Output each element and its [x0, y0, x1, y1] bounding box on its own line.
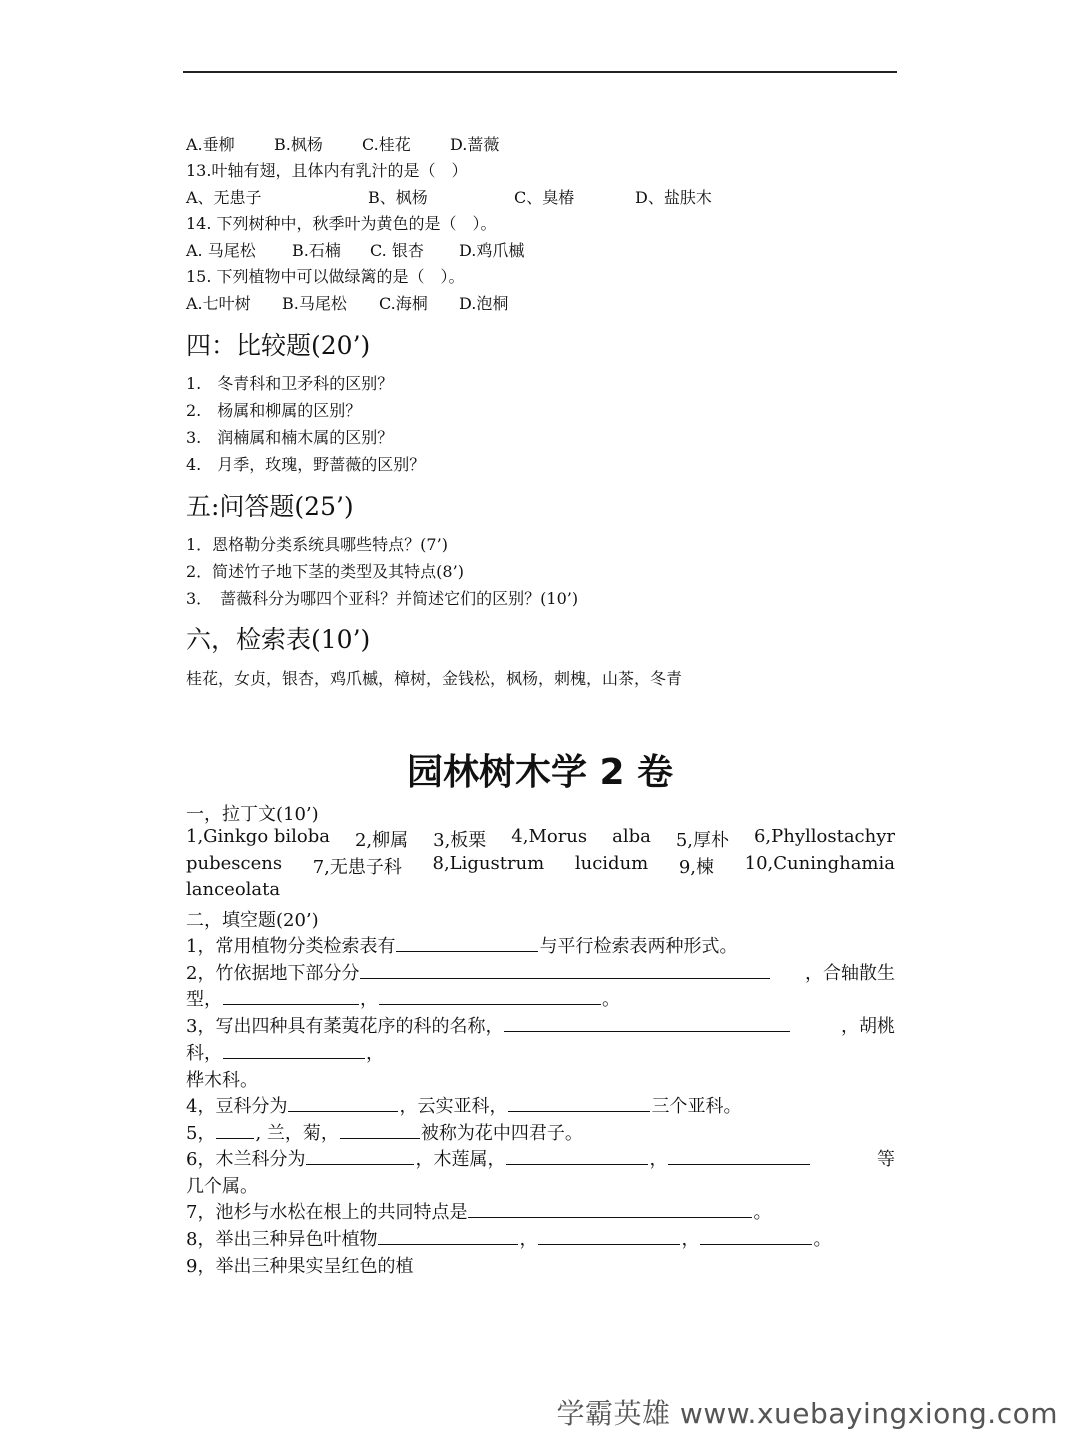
watermark: 学霸英雄 www.xuebayingxiong.com [556, 1397, 1058, 1430]
fill-q2 [186, 959, 895, 985]
fill-q6 [186, 1145, 895, 1171]
latin-item: alba [612, 826, 651, 847]
q12-options [186, 132, 499, 155]
latin-item: 10,Cuninghamia [744, 853, 895, 874]
fill-q3-text: ，胡桃 [841, 1016, 895, 1037]
latin-item: 8,Ligustrum [432, 853, 545, 874]
section5-heading: 五:问答题(25’) [186, 492, 354, 521]
fill-q3-end: 桦木科。 [186, 1070, 258, 1091]
latin-item: lucidum [574, 853, 649, 874]
fill-q7-text: 。 [753, 1202, 772, 1223]
fill-q6-text: 6，木兰科分为 [186, 1149, 306, 1170]
q13-option-a: A、无患子 [186, 188, 262, 207]
paper2-title: 园林树木学 2 卷 [406, 752, 674, 793]
answer-blank[interactable] [288, 1093, 398, 1112]
latin-row-3: lanceolata [186, 879, 281, 900]
fill-heading: 二，填空题(20’) [186, 910, 319, 931]
answer-blank[interactable] [504, 1013, 790, 1032]
latin-item: 9,楝 [678, 857, 715, 878]
q15-option-c: C.海桐 [379, 294, 428, 313]
latin-item: 3,板栗 [433, 830, 487, 851]
fill-q3-cont [186, 1039, 384, 1065]
q12-option-b: B.枫杨 [274, 135, 323, 154]
answer-blank[interactable] [668, 1146, 810, 1165]
answer-blank[interactable] [700, 1226, 812, 1245]
answer-blank[interactable] [360, 960, 770, 979]
fill-q3 [186, 1012, 895, 1038]
answer-blank[interactable] [306, 1146, 414, 1165]
fill-q4-text: ，云实亚科， [399, 1096, 508, 1117]
q14-option-d: D.鸡爪槭 [459, 241, 525, 260]
q14-option-b: B.石楠 [292, 241, 341, 260]
answer-blank[interactable] [508, 1093, 650, 1112]
latin-item: 4,Morus [511, 826, 588, 847]
q13-option-c: C、臭椿 [514, 188, 575, 207]
q12-option-a: A.垂柳 [186, 135, 235, 154]
answer-blank[interactable] [379, 986, 601, 1005]
fill-q8 [186, 1225, 831, 1251]
fill-q8-text: 。 [813, 1229, 832, 1250]
fill-q8-text: 8，举出三种异色叶植物 [186, 1229, 378, 1250]
section5-item: 2．简述竹子地下茎的类型及其特点(8’) [186, 562, 464, 581]
q13-text: 13.叶轴有翅，且体内有乳汁的是（ ） [186, 161, 468, 180]
latin-row-1 [186, 826, 895, 852]
q13-option-d: D、盐肤木 [635, 188, 712, 207]
answer-blank[interactable] [340, 1120, 420, 1139]
q15-option-d: D.泡桐 [459, 294, 509, 313]
answer-blank[interactable] [216, 1120, 254, 1139]
fill-q7 [186, 1198, 771, 1224]
section5-item: 1．恩格勒分类系统具哪些特点？(7’) [186, 535, 448, 554]
section5-item: 3． 蔷薇科分为哪四个亚科？并简述它们的区别？(10’) [186, 589, 579, 608]
fill-q2-text: 2，竹依据地下部分分 [186, 963, 360, 984]
fill-q4 [186, 1092, 741, 1118]
q14-option-c: C. 银杏 [370, 241, 424, 260]
fill-q1 [186, 932, 737, 958]
q15-options [186, 291, 508, 314]
fill-q5-text: 被称为花中四君子。 [420, 1123, 583, 1144]
fill-q9: 9，举出三种果实呈红色的植 [186, 1256, 414, 1277]
fill-q8-text: ， [519, 1229, 538, 1250]
answer-blank[interactable] [396, 933, 538, 952]
fill-q2-cont [186, 985, 620, 1011]
fill-q1-text: 与平行检索表两种形式。 [539, 936, 738, 957]
top-rule [183, 71, 897, 73]
q12-option-d: D.蔷薇 [450, 135, 500, 154]
fill-q6-text: ，木莲属， [415, 1149, 506, 1170]
fill-q4-text: 三个亚科。 [651, 1096, 742, 1117]
answer-blank[interactable] [538, 1226, 680, 1245]
q12-option-c: C.桂花 [362, 135, 411, 154]
latin-item: pubescens [186, 853, 283, 874]
section6-heading: 六，检索表(10’) [186, 625, 371, 654]
latin-item: 1,Ginkgo biloba [186, 826, 331, 847]
fill-q5-text: 5， [186, 1123, 216, 1144]
section4-heading: 四：比较题(20’) [186, 331, 371, 360]
q14-option-a: A. 马尾松 [186, 241, 256, 260]
section4-item: 4. 月季，玫瑰，野蔷薇的区别？ [186, 455, 426, 474]
latin-row-2 [186, 853, 895, 879]
q13-option-b: B、枫杨 [368, 188, 428, 207]
latin-item: 7,无患子科 [312, 857, 402, 878]
latin-item: 6,Phyllostachyr [753, 826, 895, 847]
q14-options [186, 238, 524, 261]
section4-item: 3. 润楠属和楠木属的区别？ [186, 428, 394, 447]
latin-item: 2,柳属 [354, 830, 409, 851]
fill-q6-end: 几个属。 [186, 1176, 258, 1197]
latin-heading: 一，拉丁文(10’) [186, 804, 319, 825]
latin-item: 5,厚朴 [675, 830, 729, 851]
answer-blank[interactable] [223, 1040, 365, 1059]
fill-q5 [186, 1119, 583, 1145]
fill-q6-text: 等 [877, 1149, 895, 1170]
fill-q2-text: 。 [602, 989, 620, 1010]
answer-blank[interactable] [223, 986, 359, 1005]
q13-options [186, 185, 712, 208]
fill-q2-text: 型， [186, 989, 222, 1010]
fill-q7-text: 7，池杉与水松在根上的共同特点是 [186, 1202, 468, 1223]
q14-text: 14. 下列树种中，秋季叶为黄色的是（ ）。 [186, 214, 497, 233]
fill-q2-text: ，合轴散生 [805, 963, 895, 984]
answer-blank[interactable] [506, 1146, 648, 1165]
answer-blank[interactable] [468, 1199, 752, 1218]
section4-item: 2. 杨属和柳属的区别？ [186, 401, 362, 420]
q15-option-a: A.七叶树 [186, 294, 251, 313]
section6-text: 桂花，女贞，银杏，鸡爪槭，樟树，金钱松，枫杨，刺槐，山茶，冬青 [186, 669, 683, 688]
fill-q1-text: 1，常用植物分类检索表有 [186, 936, 396, 957]
q15-text: 15. 下列植物中可以做绿篱的是（ ）。 [186, 267, 465, 286]
fill-q6-text: ， [649, 1149, 668, 1170]
fill-q5-text: , 兰，菊， [255, 1123, 339, 1144]
fill-q2-text: ， [360, 989, 378, 1010]
answer-blank[interactable] [378, 1226, 518, 1245]
fill-q3-text: 3，写出四种具有葇荑花序的科的名称， [186, 1016, 504, 1037]
fill-q4-text: 4，豆科分为 [186, 1096, 288, 1117]
fill-q3-text: ， [366, 1043, 384, 1064]
fill-q8-text: ， [681, 1229, 700, 1250]
section4-item: 1. 冬青科和卫矛科的区别？ [186, 374, 394, 393]
q15-option-b: B.马尾松 [282, 294, 347, 313]
fill-q3-text: 科， [186, 1043, 222, 1064]
